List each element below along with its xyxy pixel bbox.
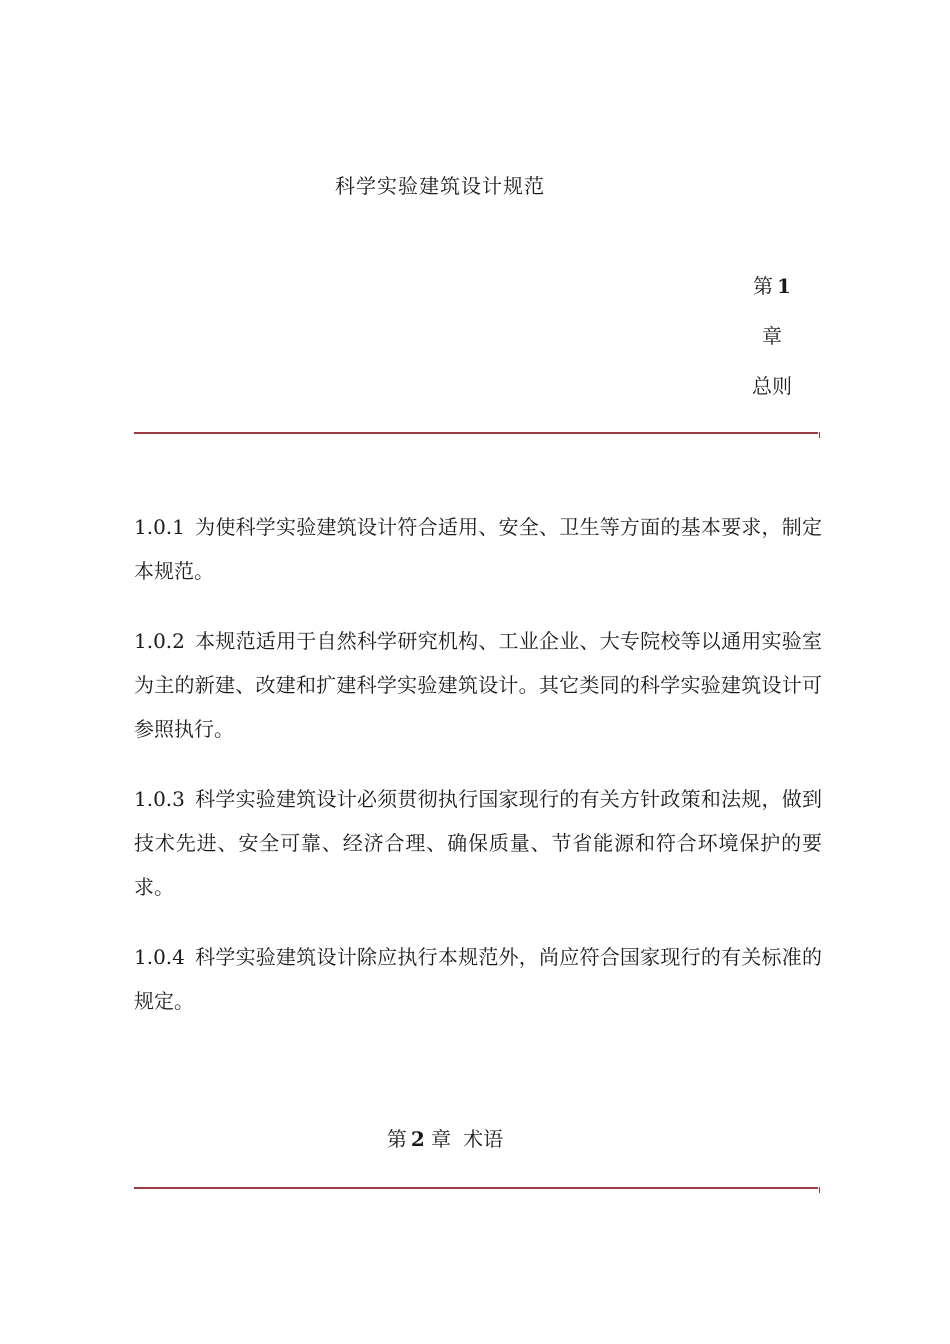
clause-text: 科学实验建筑设计除应执行本规范外，尚应符合国家现行的有关标准的规定。 [134,945,822,1013]
chapter-2-prefix: 第 [386,1127,407,1151]
clause-1-0-2 [134,619,822,751]
section-divider-2 [134,1187,818,1189]
chapter-1-number: 1 [777,274,791,298]
section-divider-1 [134,432,818,434]
clause-number: 1.0.2 [134,629,185,653]
chapter-2-heading [0,1124,890,1154]
chapter-2-number: 2 [410,1127,425,1151]
chapter-1-number-line [740,270,804,320]
chapter-2-suffix: 章 [431,1127,452,1151]
clause-text: 本规范适用于自然科学研究机构、工业企业、大专院校等以通用实验室为主的新建、改建和扩建科学实验建筑设计。其它类同的科学实验建筑设计可参照执行。 [134,629,822,741]
chapter-1-suffix: 章 [762,324,782,348]
chapter-1-heading [740,270,804,420]
clause-number: 1.0.3 [134,787,185,811]
clause-list [134,505,822,1049]
clause-1-0-3 [134,777,822,909]
document-title: 科学实验建筑设计规范 [335,174,545,198]
clause-1-0-4 [134,935,822,1023]
chapter-1-name: 总则 [752,374,792,398]
clause-number: 1.0.1 [134,515,185,539]
clause-text: 科学实验建筑设计必须贯彻执行国家现行的有关方针政策和法规，做到技术先进、安全可靠、经济合理、确保质量、节省能源和符合环境保护的要求。 [134,787,822,899]
clause-1-0-1 [134,505,822,593]
chapter-2-name: 术语 [463,1127,504,1151]
chapter-1-prefix: 第 [753,274,774,298]
clause-text: 为使科学实验建筑设计符合适用、安全、卫生等方面的基本要求，制定本规范。 [134,515,822,583]
clause-number: 1.0.4 [134,945,185,969]
